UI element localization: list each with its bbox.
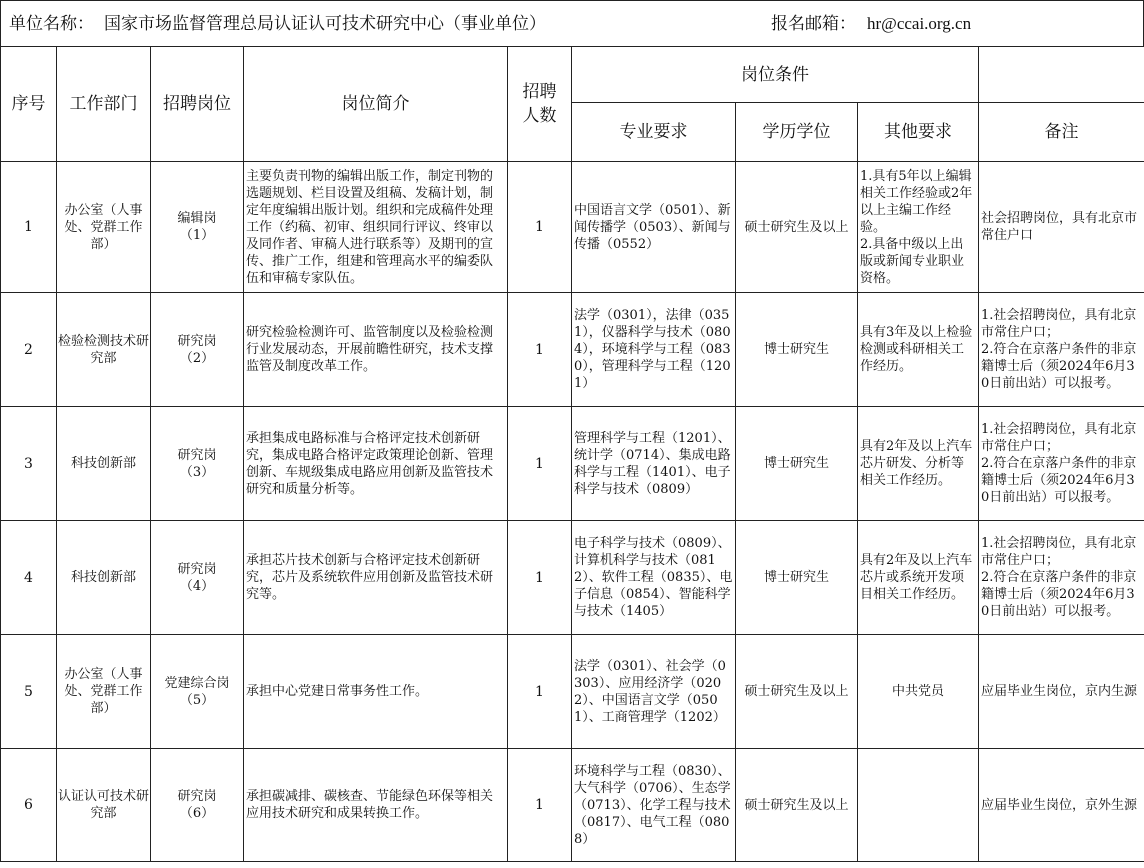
col-description-header: 岗位简介 <box>244 47 508 162</box>
cell-headcount: 1 <box>508 749 572 862</box>
cell-major: 中国语言文学（0501）、新闻传播学（0503）、新闻与传播（0552） <box>572 162 736 293</box>
table-row <box>1 293 1144 407</box>
cell-headcount: 1 <box>508 162 572 293</box>
cell-degree: 博士研究生 <box>736 293 858 407</box>
cell-remarks: 1.社会招聘岗位，具有北京市常住户口； 2.符合在京落户条件的非京籍博士后（须2024年6月30日前出站）可以报考。 <box>979 293 1144 407</box>
cell-seq: 5 <box>1 635 57 749</box>
cell-remarks: 应届毕业生岗位，京外生源 <box>979 749 1144 862</box>
table-row <box>1 749 1144 862</box>
col-remarks-header: 备注 <box>979 103 1144 162</box>
cell-position: 编辑岗 （1） <box>151 162 244 293</box>
cell-department: 科技创新部 <box>57 407 151 521</box>
cell-department: 科技创新部 <box>57 521 151 635</box>
cell-major: 电子科学与技术（0809）、计算机科学与技术（0812）、软件工程（0835）、电子信息（0854）、智能科学与技术（1405） <box>572 521 736 635</box>
cell-degree: 硕士研究生及以上 <box>736 635 858 749</box>
cell-department: 办公室（人事处、党群工作部） <box>57 635 151 749</box>
cell-other: 具有2年及以上汽车芯片或系统开发项目相关工作经历。 <box>858 521 979 635</box>
cell-degree: 博士研究生 <box>736 521 858 635</box>
cell-major: 法学（0301）、社会学（0303）、应用经济学（0202）、中国语言文学（0501）、工商管理学（1202） <box>572 635 736 749</box>
recruitment-table <box>0 46 1144 862</box>
col-seq-header: 序号 <box>1 47 57 162</box>
col-conditions-group-header: 岗位条件 <box>572 47 979 103</box>
cell-description: 承担中心党建日常事务性工作。 <box>244 635 508 749</box>
cell-major: 法学（0301），法律（0351），仪器科学与技术（0804），环境科学与工程（0830），管理科学与工程（1201） <box>572 293 736 407</box>
table-row <box>1 162 1144 293</box>
cell-seq: 2 <box>1 293 57 407</box>
table-row <box>1 635 1144 749</box>
cell-other: 中共党员 <box>858 635 979 749</box>
cell-seq: 1 <box>1 162 57 293</box>
cell-other: 具有3年及以上检验检测或科研相关工作经历。 <box>858 293 979 407</box>
cell-other: 具有2年及以上汽车芯片研发、分析等相关工作经历。 <box>858 407 979 521</box>
col-other-header: 其他要求 <box>858 103 979 162</box>
cell-major: 管理科学与工程（1201）、统计学（0714）、集成电路科学与工程（1401）、电子科学与技术（0809） <box>572 407 736 521</box>
cell-department: 认证认可技术研究部 <box>57 749 151 862</box>
cell-headcount: 1 <box>508 407 572 521</box>
cell-headcount: 1 <box>508 521 572 635</box>
email-value: hr@ccai.org.cn <box>867 14 972 33</box>
cell-position: 研究岗 （4） <box>151 521 244 635</box>
cell-remarks: 应届毕业生岗位，京内生源 <box>979 635 1144 749</box>
cell-other: 1.具有5年以上编辑相关工作经验或2年以上主编工作经验。 2.具备中级以上出版或新闻专业职业资格。 <box>858 162 979 293</box>
cell-description: 承担集成电路标准与合格评定技术创新研究，集成电路合格评定政策理论创新、管理创新、车规级集成电路应用创新及监管技术研究和质量分析等。 <box>244 407 508 521</box>
cell-description: 承担碳减排、碳核查、节能绿色环保等相关应用技术研究和成果转换工作。 <box>244 749 508 862</box>
cell-other <box>858 749 979 862</box>
table-row <box>1 407 1144 521</box>
unit-name-value: 国家市场监督管理总局认证认可技术研究中心（事业单位） <box>104 14 546 34</box>
cell-seq: 4 <box>1 521 57 635</box>
cell-degree: 硕士研究生及以上 <box>736 162 858 293</box>
cell-description: 承担芯片技术创新与合格评定技术创新研究，芯片及系统软件应用创新及监管技术研究等。 <box>244 521 508 635</box>
col-headcount-header: 招聘 人数 <box>508 47 572 162</box>
email-label: 报名邮箱： <box>771 14 856 34</box>
cell-position: 研究岗 （6） <box>151 749 244 862</box>
cell-remarks: 社会招聘岗位，具有北京市常住户口 <box>979 162 1144 293</box>
cell-description: 主要负责刊物的编辑出版工作，制定刊物的选题规划、栏目设置及组稿、发稿计划，制定年度编辑出版计划。组织和完成稿件处理工作（约稿、初审、组织同行评议、终审以及同作者、审稿人进行联系等）及期刊的宣传、推广工作，组建和管理高水平的编委队伍和审稿专家队伍。 <box>244 162 508 293</box>
cell-position: 党建综合岗 （5） <box>151 635 244 749</box>
col-major-header: 专业要求 <box>572 103 736 162</box>
col-position-header: 招聘岗位 <box>151 47 244 162</box>
col-remarks-header-top <box>979 47 1144 103</box>
table-row <box>1 521 1144 635</box>
cell-major: 环境科学与工程（0830）、大气科学（0706）、生态学（0713）、化学工程与技术（0817）、电气工程（0808） <box>572 749 736 862</box>
cell-headcount: 1 <box>508 293 572 407</box>
cell-position: 研究岗 （3） <box>151 407 244 521</box>
col-degree-header: 学历学位 <box>736 103 858 162</box>
sheet-header-line <box>0 0 1144 46</box>
col-department-header: 工作部门 <box>57 47 151 162</box>
cell-seq: 6 <box>1 749 57 862</box>
cell-seq: 3 <box>1 407 57 521</box>
cell-description: 研究检验检测许可、监管制度以及检验检测行业发展动态，开展前瞻性研究，技术支撑监管及制度改革工作。 <box>244 293 508 407</box>
cell-degree: 硕士研究生及以上 <box>736 749 858 862</box>
cell-remarks: 1.社会招聘岗位，具有北京市常住户口； 2.符合在京落户条件的非京籍博士后（须2024年6月30日前出站）可以报考。 <box>979 407 1144 521</box>
cell-department: 检验检测技术研究部 <box>57 293 151 407</box>
cell-position: 研究岗 （2） <box>151 293 244 407</box>
cell-degree: 博士研究生 <box>736 407 858 521</box>
cell-headcount: 1 <box>508 635 572 749</box>
unit-name-label: 单位名称： <box>9 14 94 34</box>
cell-department: 办公室（人事处、党群工作部） <box>57 162 151 293</box>
cell-remarks: 1.社会招聘岗位，具有北京市常住户口； 2.符合在京落户条件的非京籍博士后（须2024年6月30日前出站）可以报考。 <box>979 521 1144 635</box>
